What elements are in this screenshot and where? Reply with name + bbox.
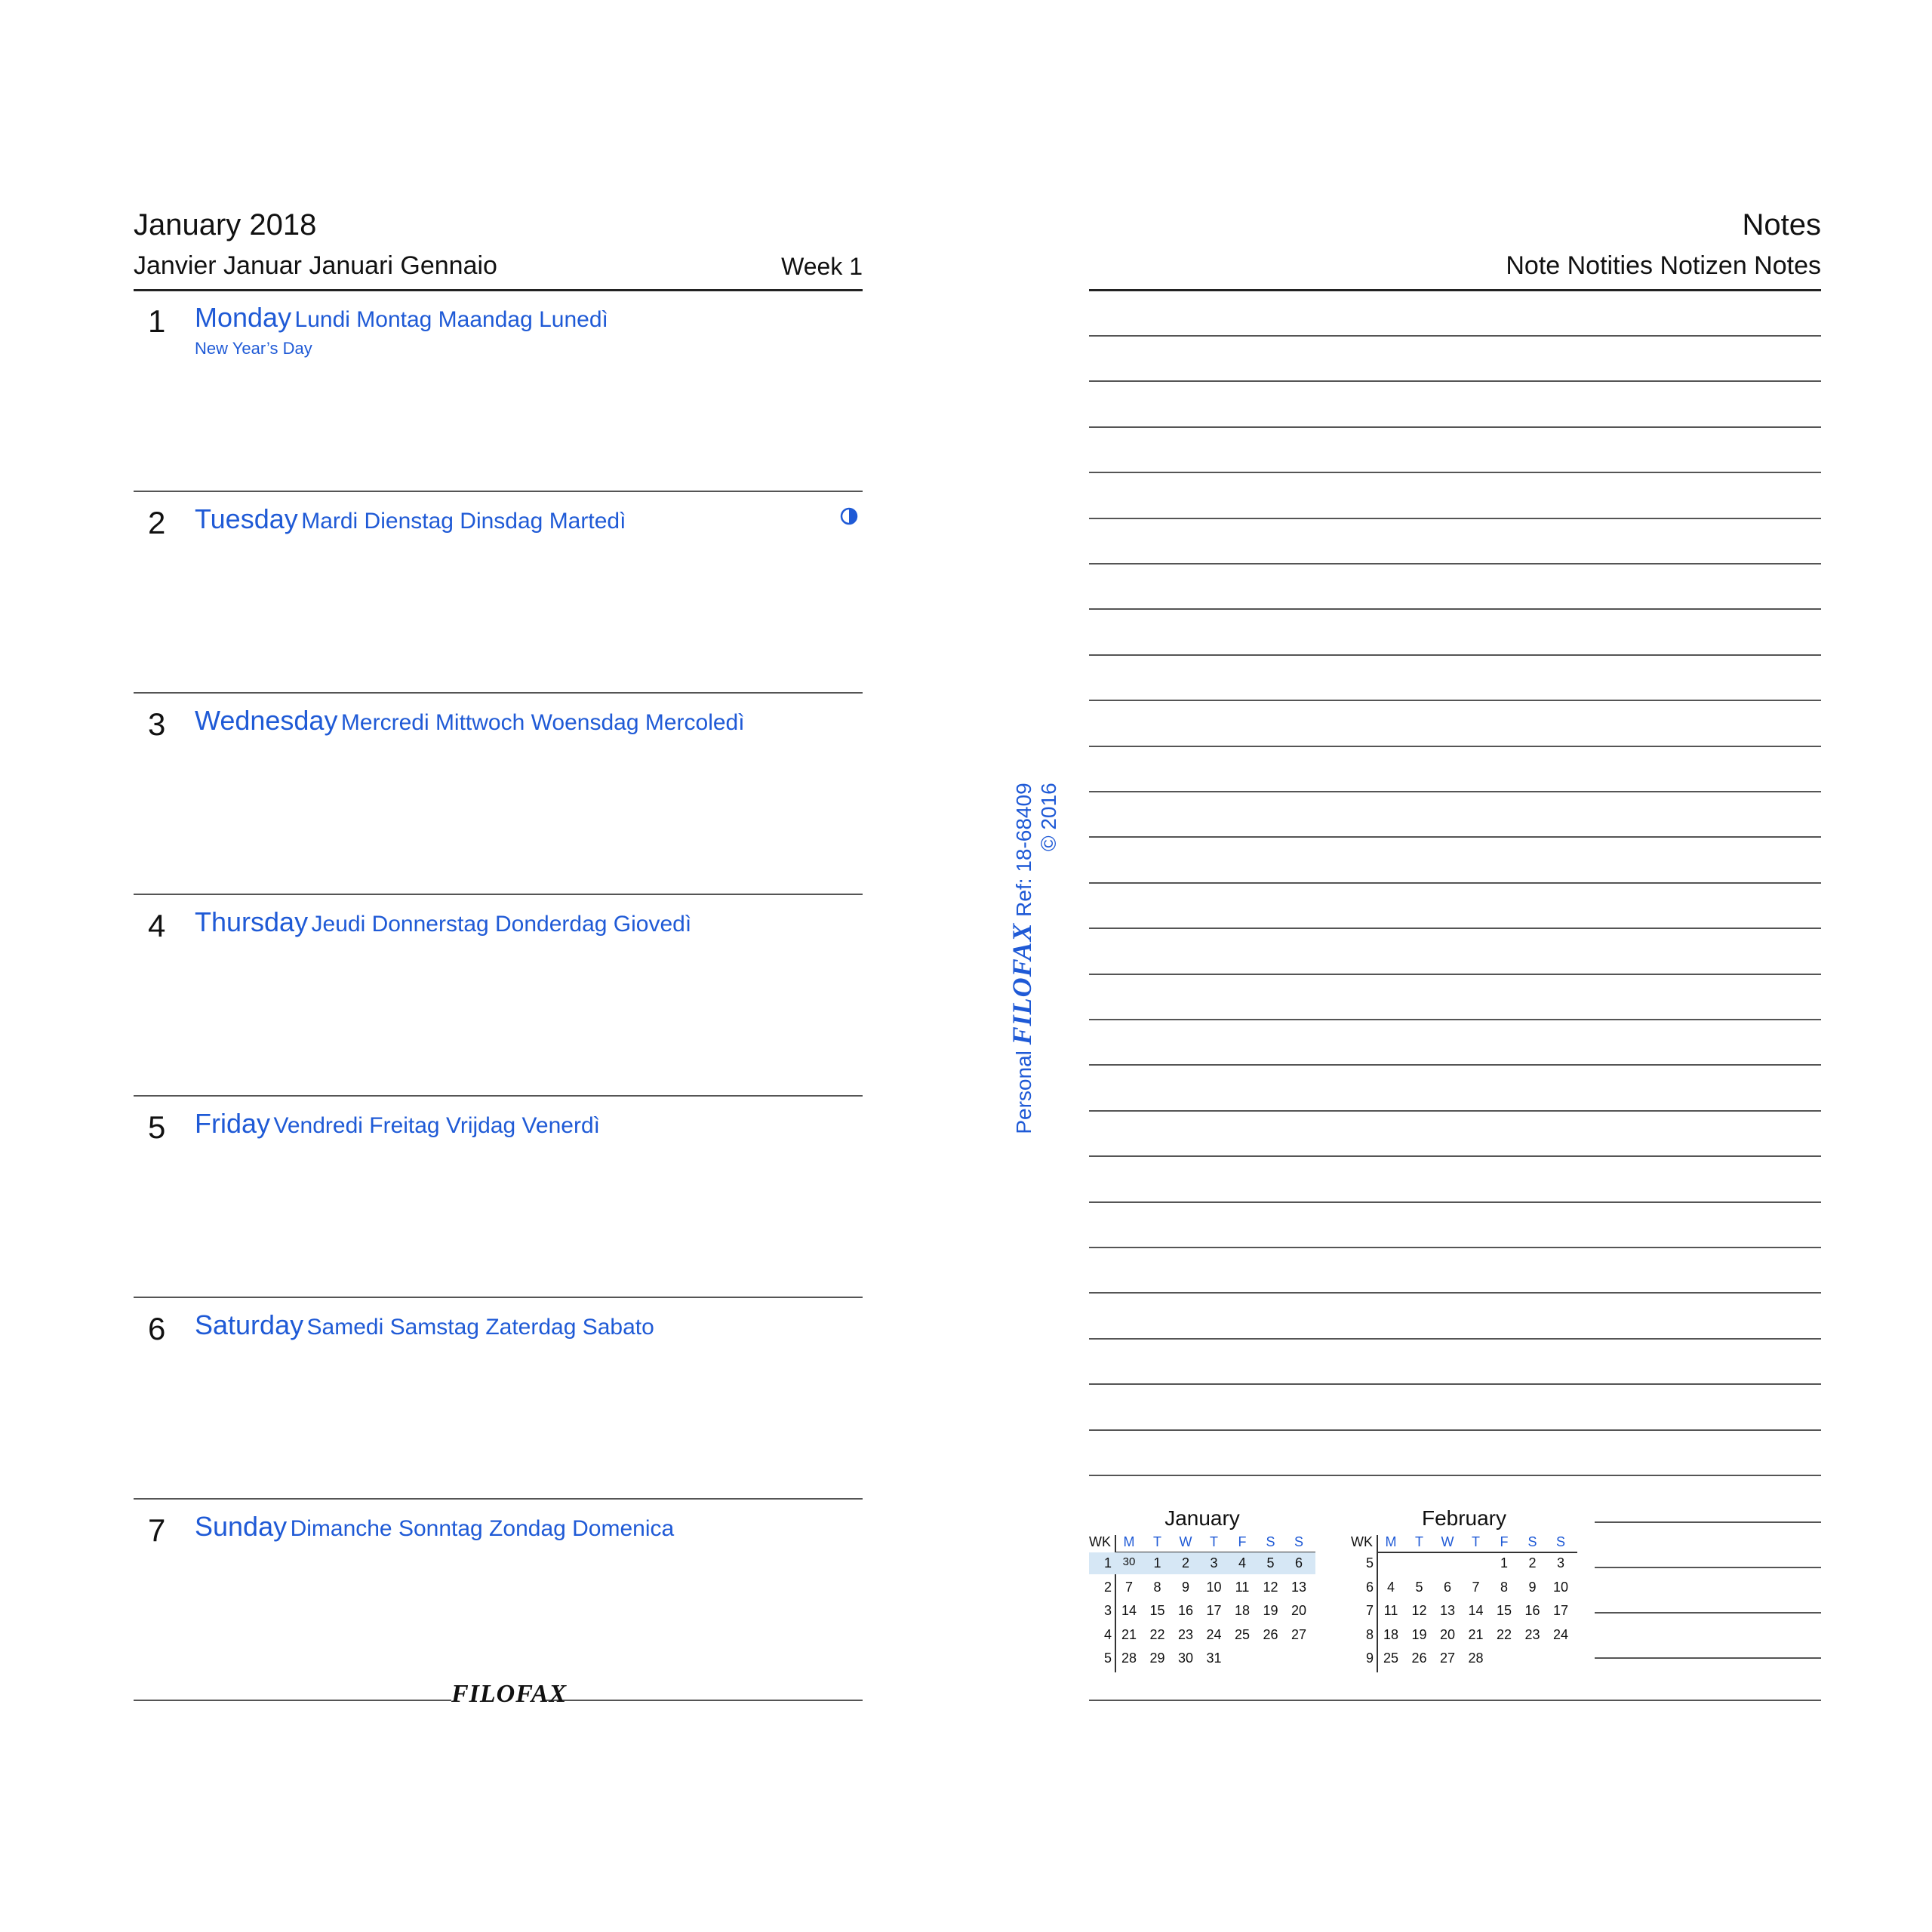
mini-calendar-weekday: T <box>1472 1534 1480 1549</box>
note-line <box>1089 380 1821 382</box>
day-heading <box>195 1110 600 1137</box>
day-name: Wednesday <box>195 705 338 736</box>
mini-calendar-day: 30 <box>1177 1651 1194 1666</box>
mini-calendar-week-number: 4 <box>1103 1626 1112 1642</box>
mini-calendar-header-rule <box>1377 1552 1577 1553</box>
mini-calendar-day: 24 <box>1552 1626 1569 1642</box>
notes-title: Notes <box>1742 208 1821 242</box>
mini-calendar-week-number: 7 <box>1365 1603 1374 1618</box>
note-line <box>1089 791 1821 792</box>
mini-calendar-day: 7 <box>1472 1579 1480 1595</box>
mini-calendar-day: 18 <box>1234 1603 1251 1618</box>
filofax-logo: FILOFAX <box>451 1680 568 1708</box>
note-line-short <box>1595 1521 1821 1523</box>
spine-copyright: © 2016 <box>1036 783 1060 852</box>
day-name: Tuesday <box>195 503 298 534</box>
day-name: Monday <box>195 302 292 333</box>
mini-calendar-day: 10 <box>1552 1579 1569 1595</box>
mini-calendar-day: 4 <box>1386 1579 1395 1595</box>
mini-calendar-day: 27 <box>1439 1651 1456 1666</box>
notes-header-rule <box>1089 289 1821 291</box>
day-name: Saturday <box>195 1309 304 1340</box>
footer-rule-left <box>134 1700 451 1701</box>
day-heading <box>195 906 692 937</box>
mini-calendar-day: 13 <box>1291 1579 1307 1595</box>
spine-imprint <box>1008 783 1060 1134</box>
mini-calendar-day: 21 <box>1121 1626 1137 1642</box>
note-line <box>1089 335 1821 337</box>
day-divider <box>134 491 863 492</box>
note-line <box>1089 928 1821 929</box>
mini-calendar-day: 26 <box>1411 1651 1427 1666</box>
note-line <box>1089 426 1821 428</box>
mini-calendar-day: 14 <box>1468 1603 1484 1618</box>
mini-calendar-day: 14 <box>1121 1603 1137 1618</box>
mini-calendar-day: 21 <box>1468 1626 1484 1642</box>
day-name-translations: Jeudi Donnerstag Donderdag Giovedì <box>311 912 692 937</box>
mini-calendar-day: 11 <box>1235 1579 1250 1595</box>
day-heading <box>195 707 745 734</box>
day-name-translations: Lundi Montag Maandag Lunedì <box>294 307 608 332</box>
day-divider <box>134 1498 863 1500</box>
mini-calendar-day: 22 <box>1496 1626 1512 1642</box>
mini-calendar-day: 16 <box>1524 1603 1540 1618</box>
day-number: 5 <box>148 1109 166 1145</box>
day-number: 2 <box>148 505 166 540</box>
mini-calendar-weekday: M <box>1385 1534 1397 1549</box>
mini-calendar-week-number: 1 <box>1103 1555 1112 1571</box>
day-number: 1 <box>148 303 166 339</box>
note-line <box>1089 1429 1821 1431</box>
mini-calendar-day: 23 <box>1524 1626 1540 1642</box>
day-name-translations: Dimanche Sonntag Zondag Domenica <box>290 1516 675 1541</box>
mini-calendar-day: 18 <box>1383 1626 1399 1642</box>
mini-calendar-day: 2 <box>1528 1555 1537 1571</box>
mini-calendar-day: 1 <box>1153 1555 1161 1571</box>
mini-calendar-day: 3 <box>1210 1555 1218 1571</box>
mini-calendar-weekday: S <box>1555 1534 1565 1549</box>
note-line <box>1089 1292 1821 1294</box>
mini-calendar-day: 26 <box>1263 1626 1278 1642</box>
mini-calendar-day: 5 <box>1266 1555 1275 1571</box>
mini-calendar-month: February <box>1421 1506 1507 1530</box>
day-name: Friday <box>195 1108 271 1139</box>
mini-calendar-day: 13 <box>1439 1603 1456 1618</box>
mini-calendar-day: 8 <box>1500 1579 1508 1595</box>
note-line <box>1089 746 1821 747</box>
note-line-short <box>1595 1657 1821 1659</box>
day-number: 7 <box>148 1512 166 1548</box>
day-name-translations: Mardi Dienstag Dinsdag Martedì <box>301 509 626 534</box>
mini-calendar-day: 17 <box>1552 1603 1569 1618</box>
mini-calendar-wk-label: WK <box>1351 1534 1373 1549</box>
note-line <box>1089 1155 1821 1157</box>
mini-calendar-weekday: W <box>1179 1534 1192 1549</box>
mini-calendar-day: 22 <box>1149 1626 1165 1642</box>
note-line <box>1089 1247 1821 1248</box>
mini-calendar-day: 16 <box>1177 1603 1194 1618</box>
notes-translations: Note Notities Notizen Notes <box>1506 251 1821 280</box>
note-line <box>1089 1383 1821 1385</box>
note-line <box>1089 472 1821 473</box>
mini-calendar-day: 4 <box>1238 1555 1246 1571</box>
note-line <box>1089 518 1821 519</box>
mini-calendar-wk-label: WK <box>1089 1534 1111 1549</box>
mini-calendar-day: 15 <box>1496 1603 1512 1618</box>
mini-calendar-week-number: 6 <box>1365 1579 1374 1595</box>
mini-calendar-day: 24 <box>1206 1626 1222 1642</box>
spine-size: Personal <box>1011 1051 1035 1134</box>
mini-calendar-weekday: T <box>1153 1534 1161 1549</box>
mini-calendar-day: 20 <box>1291 1603 1307 1618</box>
week-label: Week 1 <box>781 253 863 280</box>
footer-rule-right <box>543 1700 863 1701</box>
mini-calendar-weekday: S <box>1266 1534 1275 1549</box>
mini-calendar-weekday: W <box>1441 1534 1454 1549</box>
mini-calendar-day: 19 <box>1263 1603 1278 1618</box>
day-divider <box>134 1297 863 1298</box>
mini-calendar-weekday: F <box>1500 1534 1509 1549</box>
day-number: 3 <box>148 706 166 742</box>
note-line <box>1089 1110 1821 1112</box>
day-number: 4 <box>148 908 166 943</box>
first-quarter-moon-icon <box>840 507 858 525</box>
mini-calendar-day: 12 <box>1411 1603 1427 1618</box>
mini-calendar-day: 30 <box>1122 1555 1136 1568</box>
mini-calendar-week-number: 2 <box>1103 1579 1112 1595</box>
mini-calendar-week-number: 5 <box>1103 1651 1112 1666</box>
mini-calendar-day: 9 <box>1528 1579 1537 1595</box>
note-line <box>1089 1475 1821 1476</box>
mini-calendar-day: 8 <box>1153 1579 1161 1595</box>
note-line <box>1089 700 1821 701</box>
mini-calendar-day: 31 <box>1206 1651 1222 1666</box>
mini-calendar-weekday: T <box>1415 1534 1423 1549</box>
notes-footer-rule <box>1089 1700 1821 1701</box>
day-name-translations: Mercredi Mittwoch Woensdag Mercoledì <box>340 710 745 735</box>
day-number: 6 <box>148 1311 166 1346</box>
mini-calendar-day: 27 <box>1291 1626 1307 1642</box>
mini-calendar-day: 17 <box>1206 1603 1222 1618</box>
mini-calendar-weekday: F <box>1238 1534 1247 1549</box>
day-name-translations: Samedi Samstag Zaterdag Sabato <box>306 1315 654 1340</box>
mini-calendar-day: 29 <box>1149 1651 1165 1666</box>
mini-calendar-day: 15 <box>1149 1603 1165 1618</box>
mini-calendar-weekday: S <box>1294 1534 1303 1549</box>
mini-calendar-weekday: T <box>1210 1534 1218 1549</box>
mini-calendar-day: 7 <box>1124 1579 1133 1595</box>
mini-calendar-day: 28 <box>1468 1651 1484 1666</box>
note-line <box>1089 882 1821 884</box>
holiday-note: New Year’s Day <box>195 339 312 358</box>
mini-calendar-week-number: 3 <box>1103 1603 1112 1618</box>
mini-calendar-day: 23 <box>1177 1626 1194 1642</box>
mini-calendar-week-number: 5 <box>1365 1555 1374 1571</box>
day-divider <box>134 1095 863 1097</box>
note-line <box>1089 1338 1821 1340</box>
mini-calendar-day: 2 <box>1181 1555 1189 1571</box>
note-line <box>1089 608 1821 610</box>
note-line <box>1089 563 1821 565</box>
day-heading <box>195 1513 674 1540</box>
note-line-short <box>1595 1567 1821 1568</box>
day-divider <box>134 894 863 895</box>
mini-calendar-day: 19 <box>1411 1626 1427 1642</box>
mini-calendar-month: January <box>1164 1506 1240 1530</box>
day-divider <box>134 692 863 694</box>
day-name: Thursday <box>195 906 309 937</box>
day-name-translations: Vendredi Freitag Vrijdag Venerdì <box>273 1113 600 1138</box>
mini-calendar-day: 10 <box>1206 1579 1222 1595</box>
mini-calendar-day: 12 <box>1263 1579 1278 1595</box>
mini-calendar-week-number: 9 <box>1365 1651 1374 1666</box>
note-line-short <box>1595 1612 1821 1614</box>
day-heading <box>195 503 626 534</box>
header-rule <box>134 289 863 291</box>
note-line <box>1089 974 1821 975</box>
note-line <box>1089 1201 1821 1203</box>
mini-calendar-day: 28 <box>1121 1651 1137 1666</box>
mini-calendar-weekday: S <box>1527 1534 1537 1549</box>
day-heading <box>195 304 608 331</box>
spine-brand-logo: FILOFAX <box>1006 922 1037 1045</box>
mini-calendar-weekday: M <box>1123 1534 1135 1549</box>
mini-calendar-day: 25 <box>1234 1626 1251 1642</box>
spine-ref: Ref: 18-68409 <box>1011 783 1035 917</box>
note-line <box>1089 1064 1821 1066</box>
mini-calendar-week-number: 8 <box>1365 1626 1374 1642</box>
mini-calendar-day: 20 <box>1439 1626 1456 1642</box>
mini-calendar-day: 9 <box>1181 1579 1189 1595</box>
mini-calendar-day: 3 <box>1556 1555 1564 1571</box>
mini-calendar-day: 11 <box>1383 1603 1398 1618</box>
day-heading <box>195 1309 654 1340</box>
note-line <box>1089 836 1821 838</box>
mini-calendar-day: 6 <box>1443 1579 1451 1595</box>
mini-calendar-day: 25 <box>1383 1651 1399 1666</box>
mini-calendar-day: 5 <box>1415 1579 1423 1595</box>
note-line <box>1089 1019 1821 1020</box>
mini-calendar-day: 1 <box>1500 1555 1508 1571</box>
month-translations: Janvier Januar Januari Gennaio <box>134 251 497 280</box>
day-name: Sunday <box>195 1511 288 1542</box>
month-title: January 2018 <box>134 208 317 242</box>
mini-calendar-day: 6 <box>1294 1555 1303 1571</box>
note-line <box>1089 654 1821 656</box>
